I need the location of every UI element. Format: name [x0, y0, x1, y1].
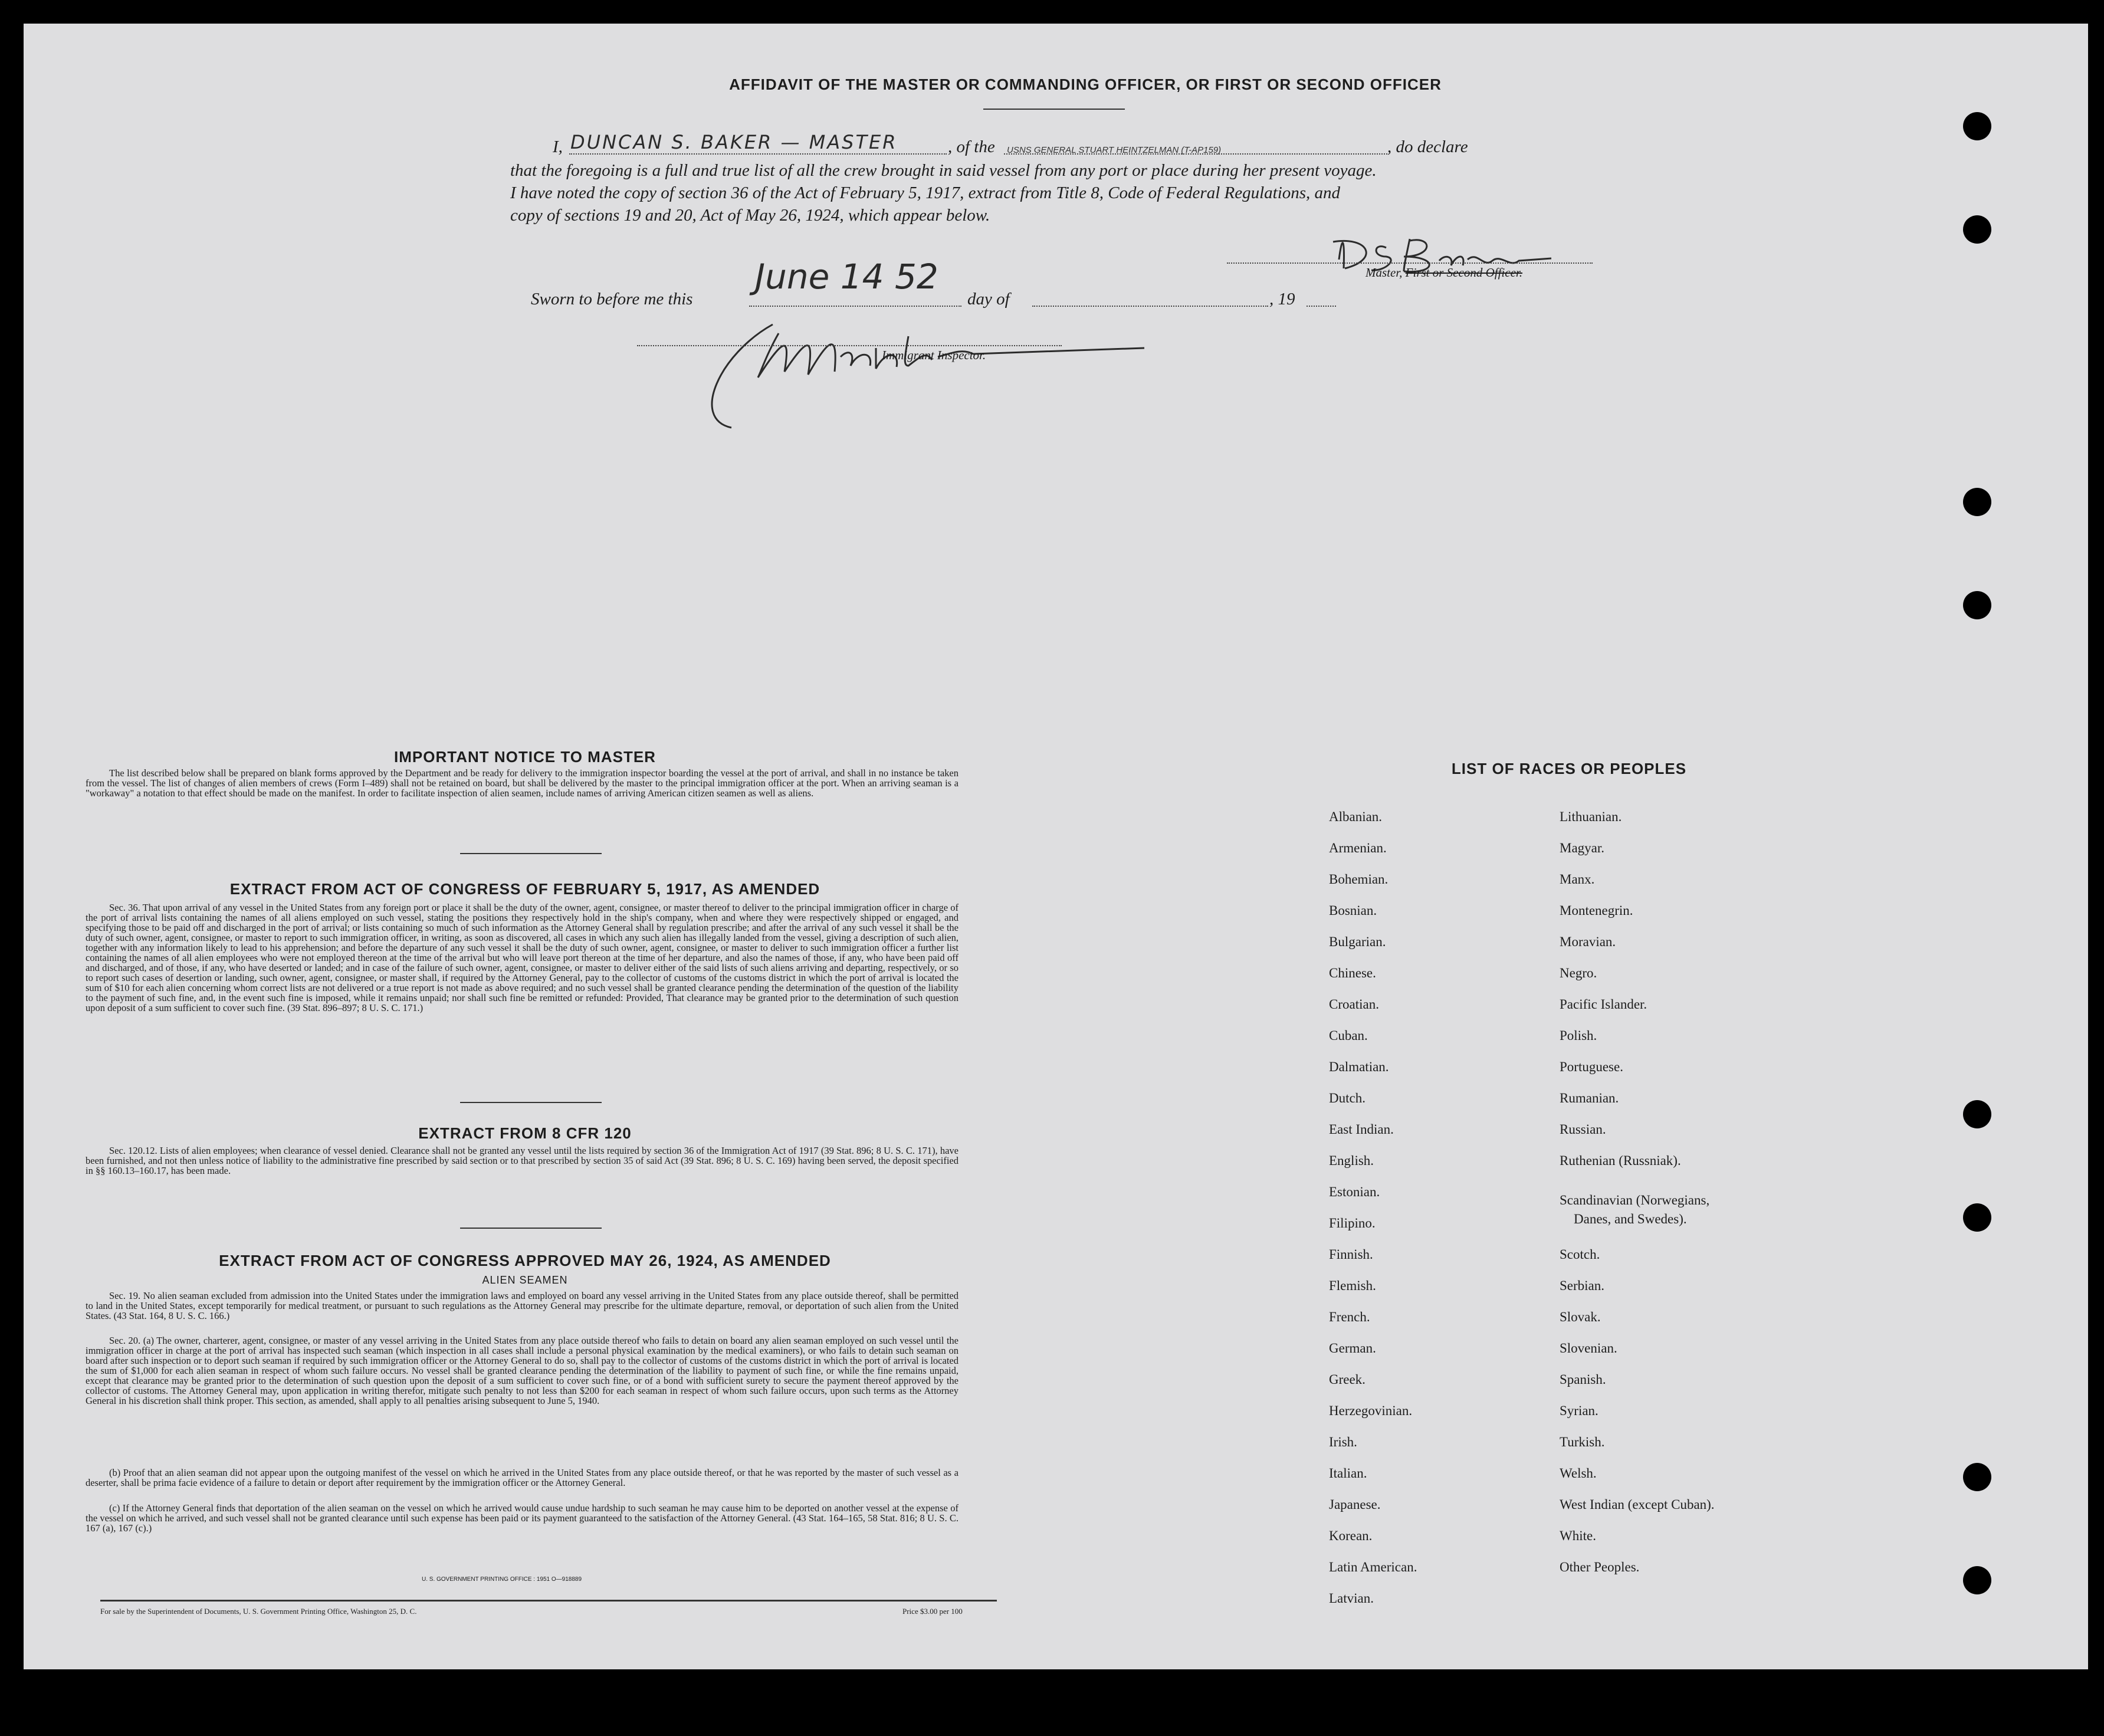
affidavit-line3: I have noted the copy of section 36 of the Act of February 5, 1917, extract from Title 8, Code of Federal Regulations, and: [510, 183, 1341, 202]
race-right-item: Syrian.: [1560, 1403, 1598, 1418]
affidavit-title-rule: [983, 109, 1125, 110]
race-right-item: Portuguese.: [1560, 1059, 1623, 1074]
master-caption: [1366, 265, 1522, 280]
extract-1924-title: EXTRACT FROM ACT OF CONGRESS APPROVED MAY 26, 1924, AS AMENDED: [219, 1252, 831, 1269]
race-left-item: German.: [1329, 1341, 1376, 1356]
punch-hole: [1963, 1566, 1991, 1594]
race-right-item: Moravian.: [1560, 934, 1616, 949]
affidavit-title: AFFIDAVIT OF THE MASTER OR COMMANDING OFFICER, OR FIRST OR SECOND OFFICER: [729, 76, 1442, 93]
race-left-item: Latvian.: [1329, 1591, 1374, 1606]
extract-1924-sec19: Sec. 19. No alien seaman excluded from admission into the United States under the immigration laws and employed on board any vessel arriving in the United States from any place outside thereof, shall be permitted to land in the United States, except temporarily for medical treatment, or pursuant to such regulations as the Attorney General may prescribe for the ultimate departure, removal, or deportation of such alien from the United States. (43 Stat. 164, 8 U. S. C. 166.): [86, 1290, 959, 1321]
notice-body: The list described below shall be prepared on blank forms approved by the Department and be ready for delivery to the immigration inspector boarding the vessel at the port of arrival, and shall in no instance be taken from the vessel. The list of changes of alien members of crews (Form I–489) shall not be retained on board, but shall be delivered by the master to the principal immigration officer at the port. When an arriving seaman is a "workaway" a notation to that effect should be made on the manifest. In order to facilitate inspection of alien seamen, include names of arriving American citizen seamen as well as aliens.: [86, 767, 959, 799]
master-caption-text: Master,: [1366, 265, 1403, 280]
extract-1924-sec20b: (b) Proof that an alien seaman did not appear upon the outgoing manifest of the vessel on which he arrived in the United States from any place outside thereof, or that he was reported by the master of such vessel as a deserter, shall be prima facie evidence of a failure to detain or deport after requirement by the immigration officer or the Attorney General.: [86, 1467, 959, 1488]
extract-1924-sec20c: (c) If the Attorney General finds that deportation of the alien seaman on the vessel on which he arrived would cause undue hardship to such seaman he may cause him to be deported on another vessel at the expense of the vessel on which he arrived, and such vessel shall not be granted clearance until such expense has been paid or its payment guaranteed to the satisfaction of the Attorney General. (43 Stat. 164–165, 58 Stat. 816; 8 U. S. C. 167 (a), 167 (c).): [86, 1502, 959, 1534]
race-left-item: Cuban.: [1329, 1028, 1368, 1043]
race-right-item: Danes, and Swedes).: [1574, 1212, 1687, 1226]
race-left-item: Estonian.: [1329, 1184, 1380, 1199]
of-the-text: , of the: [948, 137, 995, 156]
race-left-item: Filipino.: [1329, 1216, 1376, 1230]
race-right-item: Slovenian.: [1560, 1341, 1617, 1356]
punch-hole: [1963, 591, 1991, 619]
notice-rule: [460, 853, 602, 854]
race-left-item: Greek.: [1329, 1372, 1366, 1387]
race-left-item: Irish.: [1329, 1435, 1357, 1449]
vessel-name: USNS GENERAL STUART HEINTZELMAN (T-AP159): [1007, 145, 1222, 155]
extract-cfr-title: EXTRACT FROM 8 CFR 120: [418, 1124, 632, 1142]
race-left-item: French.: [1329, 1310, 1370, 1324]
race-right-item: Polish.: [1560, 1028, 1597, 1043]
race-left-item: Latin American.: [1329, 1560, 1417, 1574]
footer-rule: [100, 1600, 997, 1602]
race-left-item: Italian.: [1329, 1466, 1367, 1481]
race-right-item: Other Peoples.: [1560, 1560, 1640, 1574]
do-declare-text: , do declare: [1387, 137, 1468, 156]
notice-title: IMPORTANT NOTICE TO MASTER: [394, 748, 656, 766]
race-right-item: Russian.: [1560, 1122, 1606, 1137]
race-left-item: Japanese.: [1329, 1497, 1381, 1512]
punch-hole: [1963, 215, 1991, 244]
extract-1917-title: EXTRACT FROM ACT OF CONGRESS OF FEBRUARY 5, 1917, AS AMENDED: [229, 880, 820, 898]
races-title: LIST OF RACES OR PEOPLES: [1451, 760, 1687, 777]
race-right-item: Negro.: [1560, 966, 1597, 980]
extract-1924-sec20a: Sec. 20. (a) The owner, charterer, agent, consignee, or master of any vessel arriving in the United States from any place outside thereof who fails to detain on board any alien seaman employed on such vessel until the immigration officer in charge at the port of arrival has inspected such seaman (which inspection in all cases shall include a personal physical examination by the medical examiners), or who fails to detain such seaman on board after such inspection or to deport such seaman if required by such immigration officer or the Attorney General to do so, shall pay to the collector of customs of the customs district in which the port of arrival is located the sum of $1,000 for each alien seaman in respect of whom such failure occurs. No vessel shall be granted clearance pending the determination of the liability to payment of such fine, or while the fine remains unpaid, except that clearance may be granted prior to the determination of such question upon the deposit of a sum sufficient to cover such fine, or of a bond with sufficient surety to secure the payment thereof approved by the collector of customs. The Attorney General may, upon application in writing therefor, mitigate such penalty to not less than $200 for each seaman in respect of whom such failure occurs, upon such terms as the Attorney General in his discretion shall think proper. This section, as amended, shall apply to all penalties arising subsequent to June 5, 1940.: [86, 1335, 959, 1406]
affidavit-line2: that the foregoing is a full and true list of all the crew brought in said vessel from any port or place during her present voyage.: [510, 161, 1377, 180]
sworn-text: Sworn to before me this: [531, 290, 693, 309]
affidavit-prefix: I,: [553, 137, 563, 156]
race-right-item: Montenegrin.: [1560, 903, 1633, 918]
race-right-item: Turkish.: [1560, 1435, 1605, 1449]
year-prefix: , 19: [1269, 290, 1295, 309]
punch-hole: [1963, 1203, 1991, 1232]
race-left-item: Flemish.: [1329, 1278, 1376, 1293]
race-left-item: East Indian.: [1329, 1122, 1394, 1137]
gpo-imprint: U. S. GOVERNMENT PRINTING OFFICE : 1951 O—918889: [422, 1576, 582, 1583]
race-left-item: Finnish.: [1329, 1247, 1373, 1262]
punch-hole: [1963, 1463, 1991, 1491]
race-left-item: Dutch.: [1329, 1091, 1366, 1105]
sworn-date: June 14 52: [755, 257, 938, 297]
race-right-item: Scandinavian (Norwegians,: [1560, 1193, 1710, 1207]
race-right-item: Magyar.: [1560, 841, 1605, 855]
race-left-item: Croatian.: [1329, 997, 1379, 1012]
race-right-item: Spanish.: [1560, 1372, 1606, 1387]
race-left-item: Herzegovinian.: [1329, 1403, 1413, 1418]
race-left-item: Bosnian.: [1329, 903, 1377, 918]
race-right-item: Rumanian.: [1560, 1091, 1619, 1105]
day-of-text: day of: [967, 290, 1010, 309]
race-left-item: Armenian.: [1329, 841, 1387, 855]
race-right-item: Scotch.: [1560, 1247, 1600, 1262]
race-left-item: Bulgarian.: [1329, 934, 1386, 949]
race-right-item: Lithuanian.: [1560, 809, 1622, 824]
for-sale-note: For sale by the Superintendent of Documents, U. S. Government Printing Office, Washington 25, D. C.: [100, 1607, 417, 1616]
extract-1924-subtitle: ALIEN SEAMEN: [482, 1274, 568, 1286]
affidavit-line4: copy of sections 19 and 20, Act of May 26, 1924, which appear below.: [510, 206, 990, 225]
price-note: Price $3.00 per 100: [902, 1607, 963, 1616]
punch-hole: [1963, 112, 1991, 140]
inspector-signature-line: [637, 345, 1062, 346]
race-right-item: Welsh.: [1560, 1466, 1597, 1481]
affidavit-line1: [553, 131, 1620, 159]
extract-1917-rule: [460, 1102, 602, 1103]
punch-hole: [1963, 1100, 1991, 1128]
race-right-item: Ruthenian (Russniak).: [1560, 1153, 1681, 1168]
race-right-item: Serbian.: [1560, 1278, 1605, 1293]
vessel-line: [1004, 153, 1387, 155]
document-page: [24, 24, 2088, 1669]
name-line: [569, 153, 947, 155]
extract-cfr-rule: [460, 1228, 602, 1229]
race-right-item: Slovak.: [1560, 1310, 1601, 1324]
race-right-item: West Indian (except Cuban).: [1560, 1497, 1715, 1512]
extract-1917-body: Sec. 36. That upon arrival of any vessel in the United States from any foreign port or place it shall be the duty of the owner, agent, consignee, or master thereof to deliver to the principal immigration officer in charge of the port of arrival lists containing the names of all aliens employed on such vessel, stating the positions they respectively hold in the ship's company, when and where they were respectively shipped or engaged, and specifying those to be paid off and discharged in the port of arrival; or lists containing so much of such information as the Attorney General shall by regulation prescribe; and after the arrival of any such vessel it shall be the duty of such owner, agent, consignee, or master to report to such immigration officer, in writing, as soon as discovered, all cases in which any such alien has illegally landed from the vessel, giving a description of such alien, together with any information likely to lead to his apprehension; and before the departure of any such vessel it shall be the duty of such owner, agent, consignee, or master to deliver to such immigration officer a further list containing the names of all alien employees who were not employed thereon at the time of the arrival but who will leave port thereon at the time of her departure, and also the names of those, if any, who have been paid off and discharged, and of those, if any, who have deserted or landed; and in case of the failure of such owner, agent, consignee, or master to deliver either of the said lists of such aliens arriving and departing, respectively, or so to report such cases of desertion or landing, such owner, agent, consignee, or master shall, if required by the Attorney General, pay to the collector of customs of the customs district in which the port of arrival is located the sum of $10 for each alien concerning whom correct lists are not delivered or a true report is not made as above required; and no such vessel shall be granted clearance pending the determination of the question of the liability to the payment of such fine, and, in the event such fine is imposed, while it remains unpaid; nor shall such fine be remitted or refunded: Provided, That clearance may be granted prior to the determination of such question upon deposit of a sum sufficient to cover such fine. (39 Stat. 896–897; 8 U. S. C. 171.): [86, 902, 959, 1013]
inspector-signature: [696, 301, 1156, 442]
master-caption-struck: First or Second Officer.: [1405, 265, 1522, 280]
race-left-item: Albanian.: [1329, 809, 1383, 824]
year-line: [1307, 306, 1336, 307]
punch-hole: [1963, 488, 1991, 516]
race-left-item: Dalmatian.: [1329, 1059, 1389, 1074]
race-left-item: Chinese.: [1329, 966, 1376, 980]
race-left-item: Korean.: [1329, 1528, 1373, 1543]
race-right-item: Manx.: [1560, 872, 1595, 887]
race-left-item: Bohemian.: [1329, 872, 1389, 887]
race-left-item: English.: [1329, 1153, 1374, 1168]
master-signature-line: [1227, 262, 1593, 264]
race-right-item: Pacific Islander.: [1560, 997, 1647, 1012]
inspector-caption: Immigrant Inspector.: [882, 348, 986, 362]
master-name: DUNCAN S. BAKER — MASTER: [570, 131, 898, 153]
race-right-item: White.: [1560, 1528, 1596, 1543]
extract-cfr-body: Sec. 120.12. Lists of alien employees; when clearance of vessel denied. Clearance shall not be granted any vessel until the lists required by section 36 of the Immigration Act of 1917 (39 Stat. 896; 8 U. S. C. 171), have been furnished, and not then unless notice of liability to the administrative fine prescribed by said section or to that prescribed by section 35 of said Act (39 Stat. 896; 8 U. S. C. 169) having been served, the deposit specified in §§ 160.13–160.17, has been made.: [86, 1145, 959, 1176]
